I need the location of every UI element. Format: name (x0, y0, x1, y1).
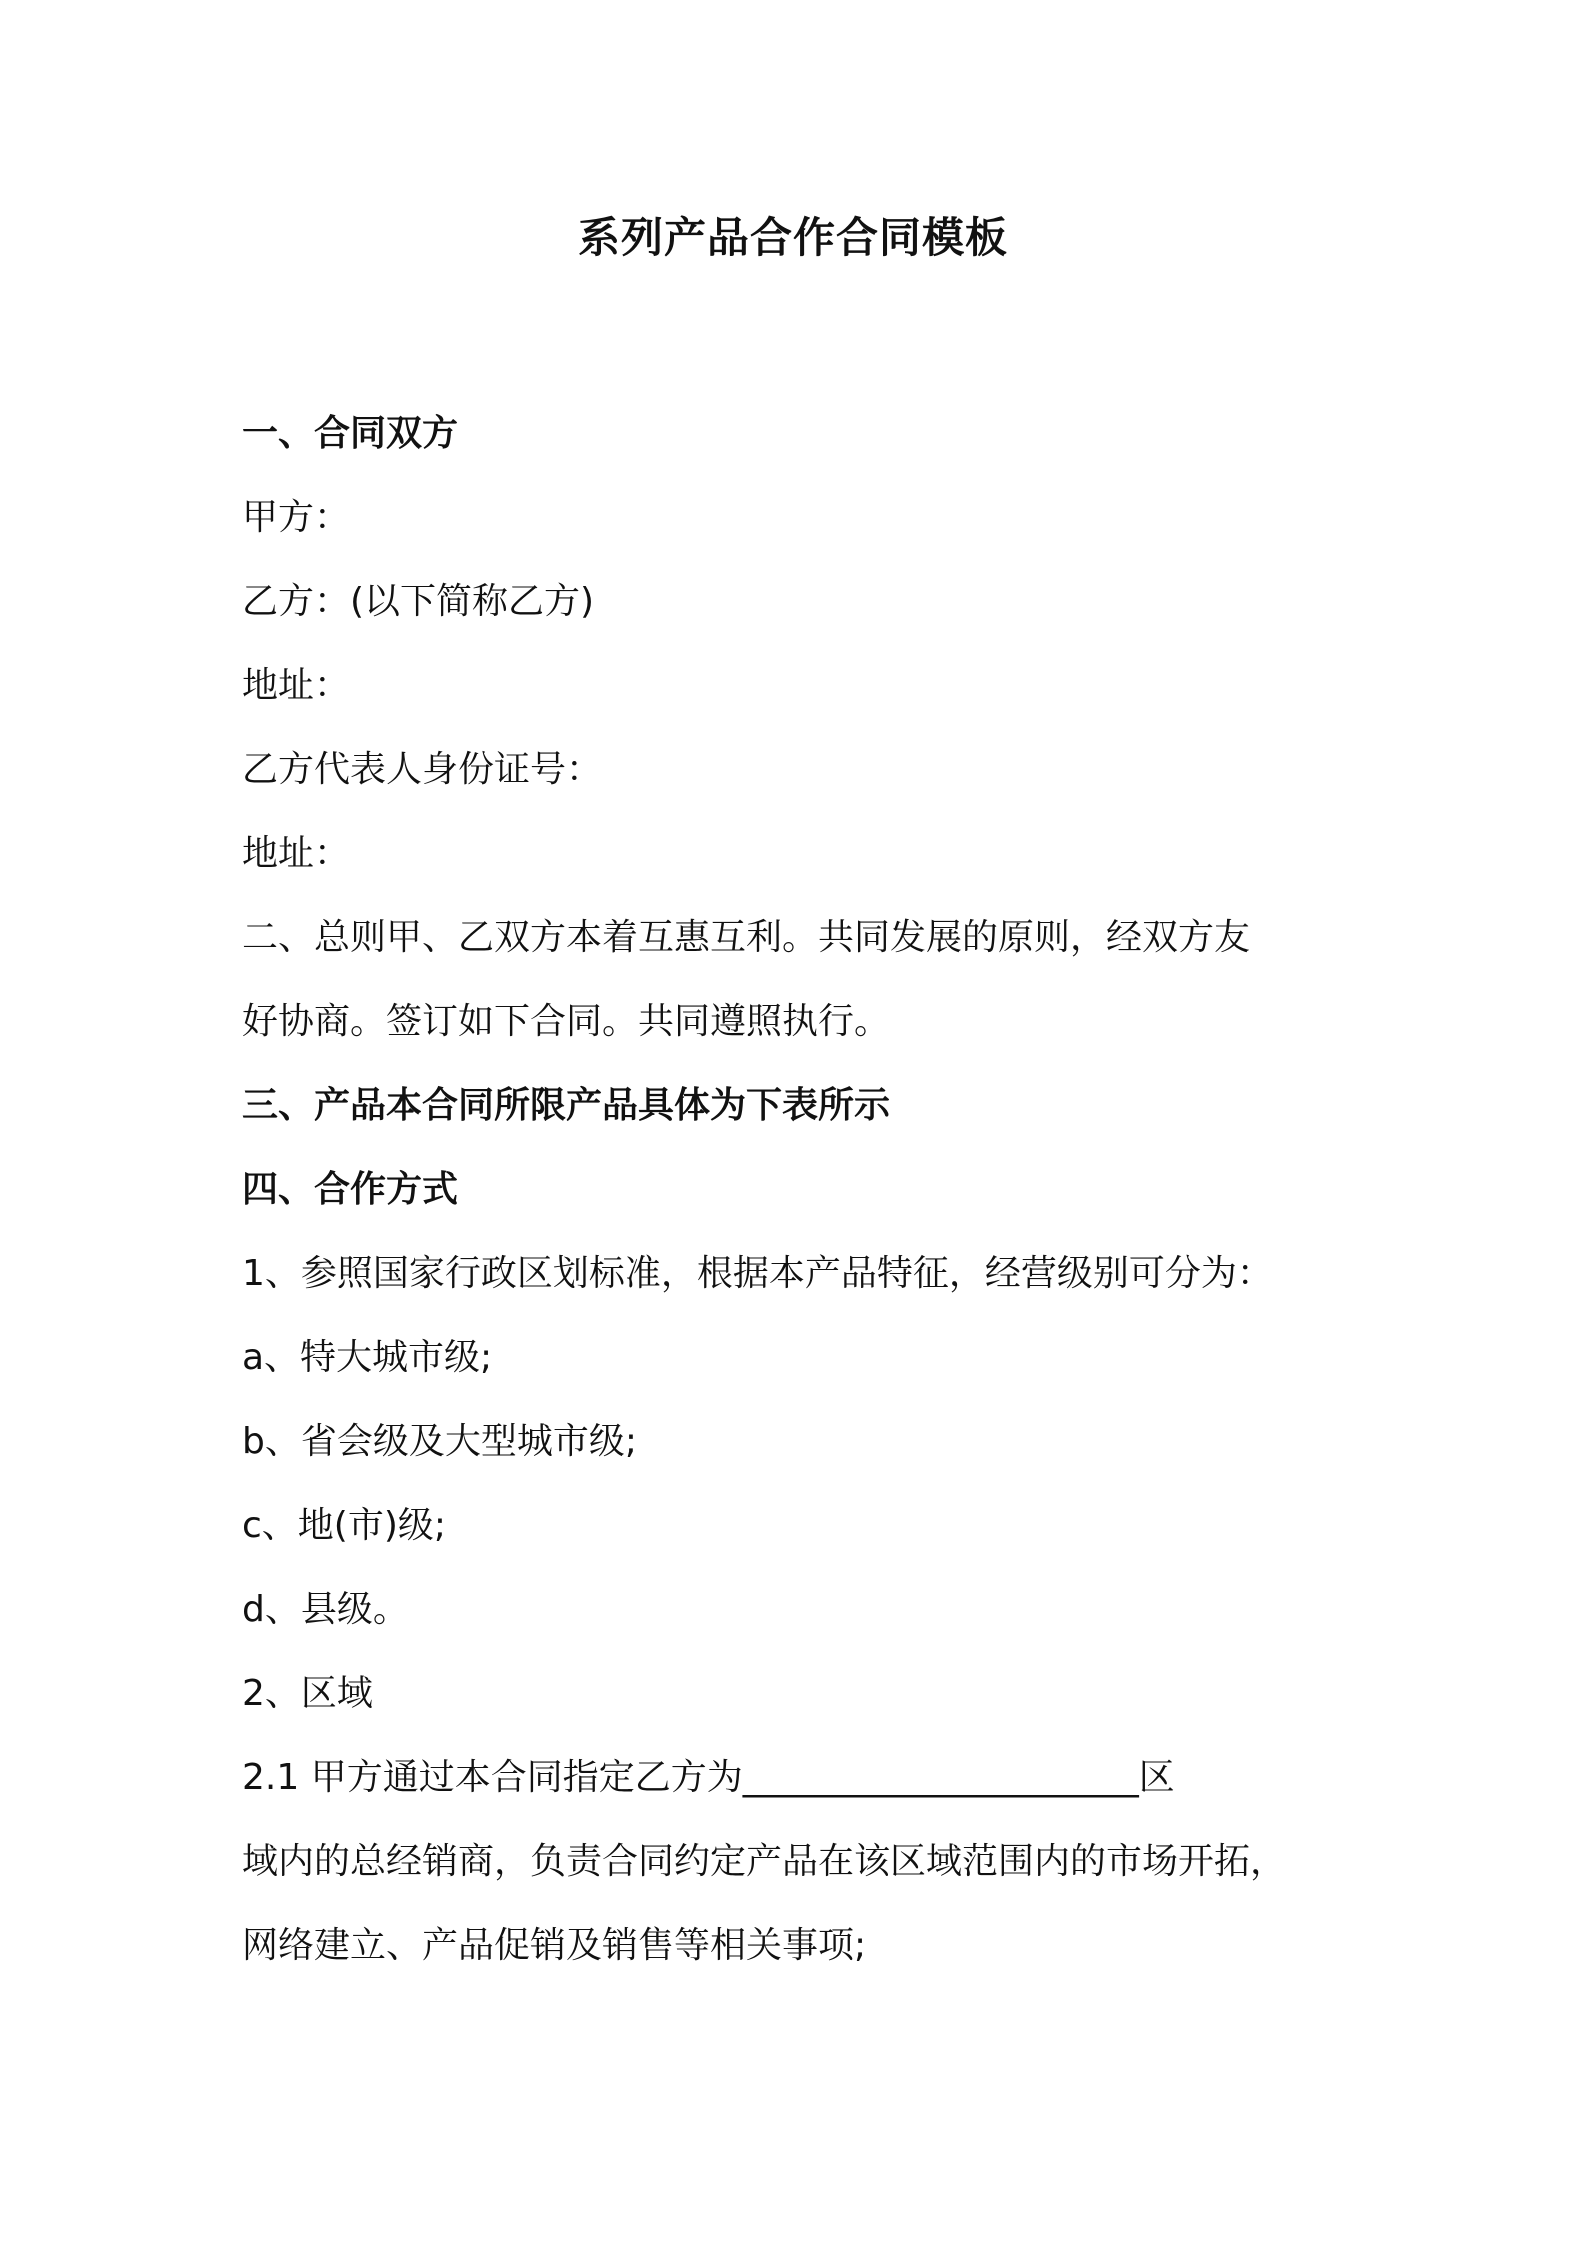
section-heading-products: 三、产品本合同所限产品具体为下表所示 (242, 1085, 891, 1126)
clause-2-1-line-2: 域内的总经销商，负责合同约定产品在该区域范围内的市场开拓， (242, 1841, 1287, 1882)
address-line-1: 地址： (242, 665, 351, 706)
level-c-line: c、地(市)级; (242, 1505, 447, 1546)
level-a-line: a、特大城市级; (242, 1337, 493, 1378)
clause-2-1-line-3: 网络建立、产品促销及销售等相关事项; (242, 1925, 867, 1966)
level-d-line: d、县级。 (242, 1589, 409, 1630)
clause-1-line: 1、参照国家行政区划标准，根据本产品特征，经营级别可分为： (242, 1253, 1273, 1294)
address-line-2: 地址： (242, 833, 351, 874)
level-b-line: b、省会级及大型城市级; (242, 1421, 637, 1462)
party-a-line: 甲方： (242, 497, 351, 538)
section-heading-parties: 一、合同双方 (242, 413, 459, 454)
document-title: 系列产品合作合同模板 (577, 213, 1008, 262)
section-heading-cooperation: 四、合作方式 (242, 1169, 459, 1210)
clause-2-heading: 2、区域 (242, 1673, 373, 1714)
party-b-id-line: 乙方代表人身份证号： (242, 749, 603, 790)
clause-2-1-line-1: 2.1 甲方通过本合同指定乙方为______________________区 (242, 1757, 1175, 1798)
general-principles-line-1: 二、总则甲、乙双方本着互惠互利。共同发展的原则，经双方友 (242, 917, 1251, 958)
party-b-line: 乙方：(以下简称乙方) (242, 581, 595, 622)
general-principles-line-2: 好协商。签订如下合同。共同遵照执行。 (242, 1001, 891, 1042)
